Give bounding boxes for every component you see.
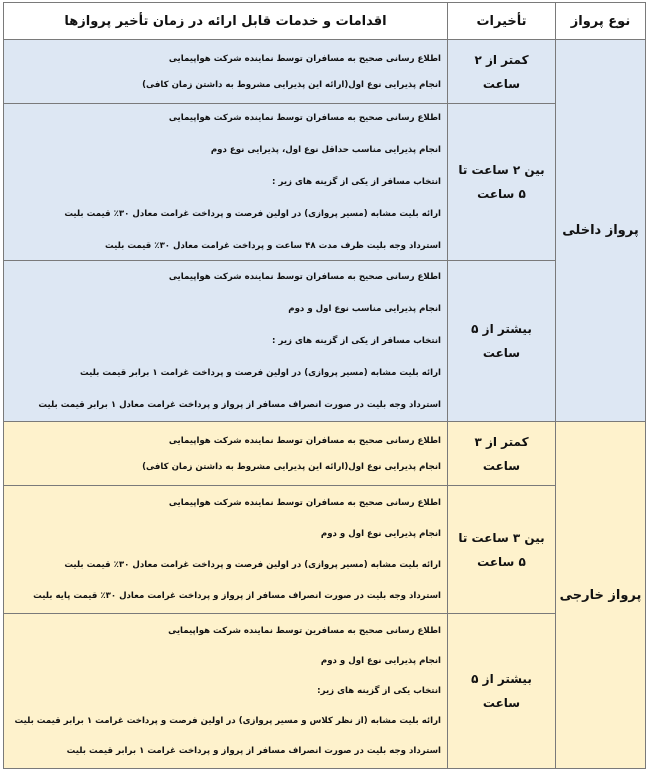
action-line: اطلاع رسانی صحیح به مسافران توسط نماینده شرکت هواپیمایی — [168, 498, 441, 508]
action-line: انجام پذیرایی نوع اول(ارائه این پذیرایی مشروط به داشتن زمان کافی) — [142, 79, 441, 90]
international-row-2 — [4, 486, 646, 614]
action-line: انجام پذیرایی مناسب حداقل نوع اول، پذیرایی نوع دوم — [210, 145, 441, 155]
international-actions-3 — [4, 614, 448, 769]
domestic-flight-label: پرواز داخلی — [556, 40, 646, 422]
domestic-row-3 — [4, 261, 646, 422]
action-line: انتخاب مسافر از یکی از گزینه های زیر : — [272, 177, 441, 187]
action-line: انجام پذیرایی نوع اول(ارائه این پذیرایی مشروط به داشتن زمان کافی) — [142, 461, 441, 472]
header-row — [4, 3, 646, 40]
action-line: اطلاع رسانی صحیح به مسافران توسط نماینده شرکت هواپیمایی — [168, 113, 441, 123]
action-line: انتخاب مسافر از یکی از گزینه های زیر : — [272, 336, 441, 346]
international-delay-1: کمتر از ۳ ساعت — [448, 422, 556, 486]
international-row-1 — [4, 422, 646, 486]
header-flight-type: نوع پرواز — [556, 3, 646, 40]
domestic-delay-2: بین ۲ ساعت تا ۵ ساعت — [448, 104, 556, 261]
header-actions: اقدامات و خدمات قابل ارائه در زمان تأخیر پروازها — [4, 3, 448, 40]
action-line: اطلاع رسانی صحیح به مسافران توسط نماینده شرکت هواپیمایی — [168, 53, 441, 64]
international-row-3 — [4, 614, 646, 769]
action-line: انجام پذیرایی مناسب نوع اول و دوم — [288, 304, 441, 314]
action-line: اطلاع رسانی صحیح به مسافرین توسط نماینده شرکت هواپیمایی — [168, 626, 441, 636]
action-line: انتخاب یکی از گزینه های زیر: — [317, 686, 441, 696]
action-line: استرداد وجه بلیت ظرف مدت ۴۸ ساعت و پرداخت غرامت معادل ۳۰٪ قیمت بلیت — [104, 241, 441, 251]
action-line: استرداد وجه بلیت در صورت انصراف مسافر از پرواز و پرداخت غرامت معادل ۳۰٪ قیمت پایه بلیت — [33, 591, 441, 601]
action-line: انجام پذیرایی نوع اول و دوم — [320, 529, 441, 539]
international-delay-2: بین ۳ ساعت تا ۵ ساعت — [448, 486, 556, 614]
domestic-row-2 — [4, 104, 646, 261]
domestic-actions-2 — [4, 104, 448, 261]
action-line: استرداد وجه بلیت در صورت انصراف مسافر از پرواز و پرداخت غرامت ۱ برابر قیمت بلیت — [66, 746, 441, 756]
action-line: استرداد وجه بلیت در صورت انصراف مسافر از پرواز و پرداخت غرامت معادل ۱ برابر قیمت بلیت — [38, 400, 441, 410]
action-line: ارائه بلیت مشابه (مسیر پروازی) در اولین فرصت و پرداخت غرامت ۱ برابر قیمت بلیت — [79, 368, 441, 378]
action-line: اطلاع رسانی صحیح به مسافران توسط نماینده شرکت هواپیمایی — [168, 435, 441, 446]
international-actions-1 — [4, 422, 448, 486]
domestic-actions-1 — [4, 40, 448, 104]
action-line: ارائه بلیت مشابه (مسیر پروازی) در اولین فرصت و پرداخت غرامت معادل ۳۰٪ قیمت بلیت — [64, 209, 441, 219]
international-delay-3: بیشتر از ۵ ساعت — [448, 614, 556, 769]
header-delays: تأخیرات — [448, 3, 556, 40]
domestic-delay-3: بیشتر از ۵ ساعت — [448, 261, 556, 422]
action-line: ارائه بلیت مشابه (مسیر پروازی) در اولین فرصت و پرداخت غرامت معادل ۳۰٪ قیمت بلیت — [64, 560, 441, 570]
action-line: ارائه بلیت مشابه (از نظر کلاس و مسیر پروازی) در اولین فرصت و پرداخت غرامت ۱ برابر قیمت بلیت — [14, 716, 441, 726]
international-actions-2 — [4, 486, 448, 614]
action-line: انجام پذیرایی نوع اول و دوم — [320, 656, 441, 666]
domestic-delay-1: کمتر از ۲ ساعت — [448, 40, 556, 104]
flight-delay-table — [3, 2, 646, 769]
domestic-actions-3 — [4, 261, 448, 422]
action-line: اطلاع رسانی صحیح به مسافران توسط نماینده شرکت هواپیمایی — [168, 272, 441, 282]
domestic-row-1 — [4, 40, 646, 104]
international-flight-label: پرواز خارجی — [556, 422, 646, 769]
